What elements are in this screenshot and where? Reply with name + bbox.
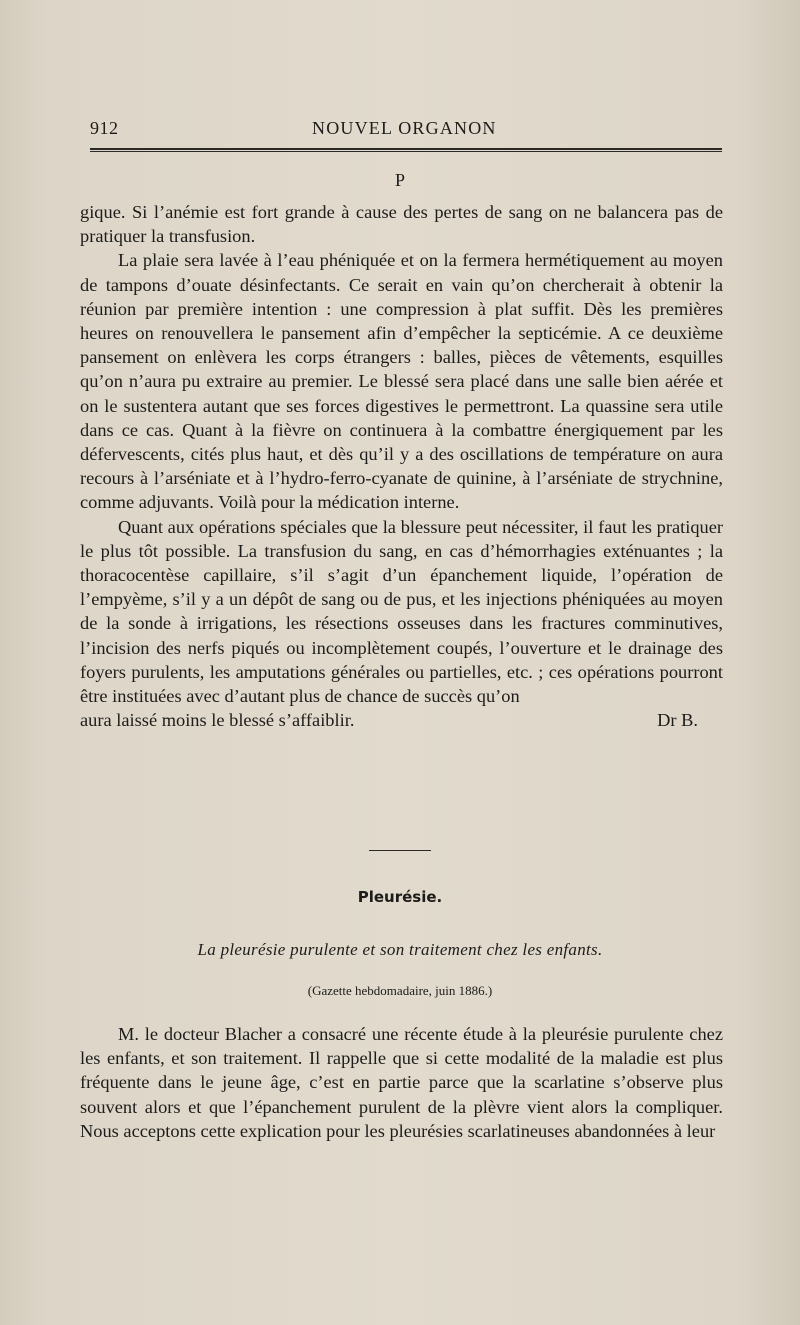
paragraph: La plaie sera lavée à l’eau phéniquée et on la fermera hermétiquement au moyen de tampons d’ouate désinfectants. Ce serait en vain qu’on chercherait à obtenir la réunion par première intention : une compression à plat suffit. Dès les premières heures on renouvellera le pansement afin d’empêcher la septicémie. A ce deuxième pansement on enlèvera les corps étrangers : balles, pièces de vêtements, esquilles qu’on n’aura pu extraire au premier. Le blessé sera placé dans une salle bien aérée et on le sustentera autant que ses forces digestives le permettront. La quassine sera utile dans ce cas. Quant à la fièvre on continuera à la combattre énergiquement par les défervescents, cités plus haut, et dès qu’il y a des oscillations de température on aura recours à l’arséniate et à l’hydro-ferro-cyanate de quinine, à l’arséniate de strychnine, comme adjuvants. Voilà pour la médication interne.	[80, 250, 723, 513]
source-citation: (Gazette hebdomadaire, juin 1886.)	[307, 983, 493, 998]
running-title: NOUVEL ORGANON	[312, 118, 497, 138]
page-number: 912	[90, 118, 119, 138]
author-signature: Dr B.	[657, 710, 698, 731]
closing-text: aura laissé moins le blessé s’affaiblir.	[80, 710, 355, 731]
paragraph: gique. Si l’anémie est fort grande à cause des pertes de sang on ne balancera pas de pratiquer la transfusion.	[80, 202, 723, 247]
article-continuation	[80, 200, 723, 732]
paragraph: Quant aux opérations spéciales que la blessure peut nécessiter, il faut les pratiquer le plus tôt possible. La transfusion du sang, en cas d’hémorrhagies exténuantes ; la thoracocentèse capillaire, s’il s’agit d’un épanchement liquide, l’opération de l’empyème, s’il y a un dépôt de sang ou de pus, et les injections phéniquées au moyen de la sonde à irrigations, les résections osseuses dans les fractures comminutives, l’incision des nerfs piqués ou incomplètement coupés, l’ouverture et le drainage des foyers purulents, les amputations générales ou partielles, etc. ; ces opérations pourront être instituées avec d’autant plus de chance de succès qu’on	[80, 516, 723, 707]
section-divider	[369, 850, 431, 851]
paragraph: M. le docteur Blacher a consacré une récente étude à la pleurésie purulente chez les enfants, et son traitement. Il rappelle que si cette modalité de la maladie est plus fréquente dans le jeune âge, c’est en partie parce que la scarlatine s’observe plus souvent alors et que l’épanchement purulent de la plèvre vient alors la compliquer. Nous acceptons cette explication pour les pleurésies scarlatineuses abandonnées à leur	[80, 1024, 723, 1141]
closing-line	[80, 708, 723, 732]
section-letter: P	[394, 170, 405, 190]
page-header	[90, 118, 722, 142]
article-title: La pleurésie purulente et son traitement chez les enfants.	[197, 940, 603, 959]
header-rule	[90, 148, 722, 152]
article-body	[80, 1022, 723, 1143]
section-title: Pleurésie.	[357, 888, 443, 906]
